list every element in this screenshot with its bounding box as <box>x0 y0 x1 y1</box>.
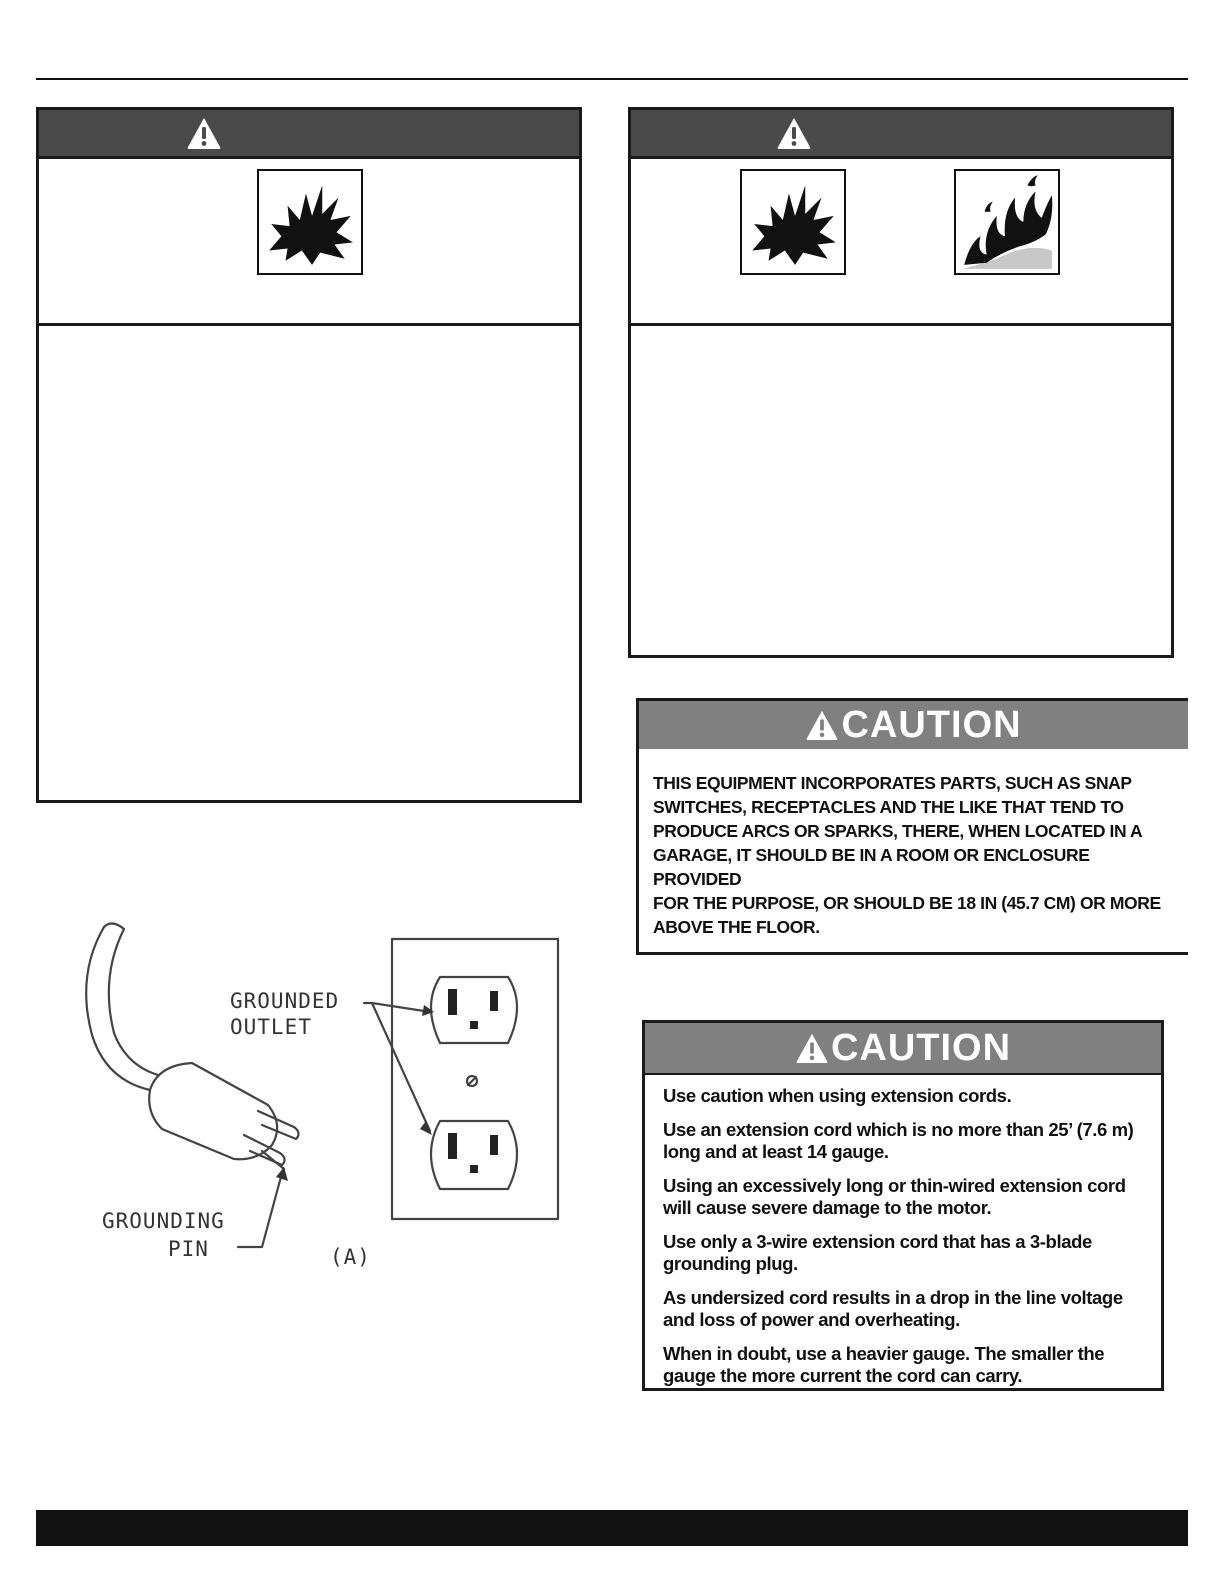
explosion-pictogram <box>257 169 363 275</box>
footer-bar <box>36 1510 1188 1546</box>
explosion-icon <box>742 171 844 273</box>
fire-icon <box>956 171 1058 273</box>
caution-line: PRODUCE ARCS OR SPARKS, THERE, WHEN LOCATED IN A <box>653 821 1143 841</box>
caution-line: SWITCHES, RECEPTACLES AND THE LIKE THAT TEND TO <box>653 797 1124 817</box>
caution-box-extension-cords <box>642 1020 1164 1391</box>
caution-header <box>639 701 1188 749</box>
grounding-pin-label: GROUNDING <box>102 1209 225 1233</box>
fire-pictogram <box>954 169 1060 275</box>
caution-paragraph: As undersized cord results in a drop in the line voltage and loss of power and overheating. <box>663 1287 1123 1330</box>
warning-triangle-icon <box>776 116 812 150</box>
caution-text <box>653 771 1173 939</box>
grounded-outlet-label: OUTLET <box>230 1015 312 1039</box>
warning-box-left <box>36 107 582 803</box>
caution-text <box>663 1085 1153 1399</box>
caution-box-arcs <box>636 698 1188 955</box>
caution-paragraph: When in doubt, use a heavier gauge. The smaller the gauge the more current the cord can carry. <box>663 1343 1105 1386</box>
pictogram-row <box>631 159 1171 326</box>
warning-header <box>631 110 1171 159</box>
warning-triangle-icon <box>186 116 222 150</box>
caution-line: GARAGE, IT SHOULD BE IN A ROOM OR ENCLOSURE PROVIDED <box>653 845 1090 889</box>
caution-line: THIS EQUIPMENT INCORPORATES PARTS, SUCH AS SNAP <box>653 773 1132 793</box>
caution-title: CAUTION <box>841 703 1022 746</box>
grounded-outlet-label: GROUNDED <box>230 989 340 1013</box>
grounded-plug-figure <box>62 915 562 1285</box>
top-rule <box>36 78 1188 80</box>
caution-header <box>645 1023 1161 1075</box>
caution-paragraph: Use only a 3-wire extension cord that has a 3-blade grounding plug. <box>663 1231 1092 1274</box>
figure-id-label: (A) <box>330 1245 371 1269</box>
caution-paragraph: Use an extension cord which is no more than 25’ (7.6 m) long and at least 14 gauge. <box>663 1119 1134 1162</box>
grounding-pin-label: PIN <box>168 1237 209 1261</box>
warning-box-right <box>628 107 1174 658</box>
caution-line: ABOVE THE FLOOR. <box>653 917 820 937</box>
caution-line: FOR THE PURPOSE, OR SHOULD BE 18 IN (45.7 CM) OR MORE <box>653 893 1161 913</box>
explosion-pictogram <box>740 169 846 275</box>
explosion-icon <box>259 171 361 273</box>
caution-title: CAUTION <box>830 1026 1012 1069</box>
warning-triangle-icon <box>795 1032 829 1064</box>
warning-triangle-icon <box>805 709 839 741</box>
caution-paragraph: Using an excessively long or thin-wired extension cord will cause severe damage to the motor. <box>663 1175 1126 1218</box>
caution-paragraph: Use caution when using extension cords. <box>663 1085 1012 1106</box>
warning-header <box>39 110 579 159</box>
pictogram-row <box>39 159 579 326</box>
